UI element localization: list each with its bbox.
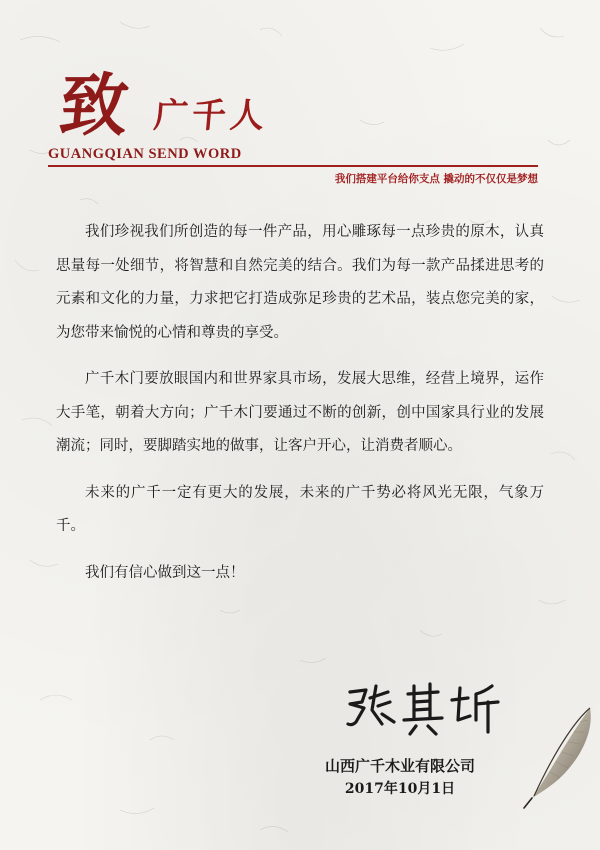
title-guangqian-people: 广千人	[152, 96, 270, 136]
quill-pen-icon	[520, 690, 600, 810]
company-name: 山西广千木业有限公司	[324, 757, 475, 775]
letter-body	[56, 216, 544, 603]
handwritten-signature	[342, 680, 502, 740]
letter-paragraph: 我们有信心做到这一点！	[85, 564, 245, 581]
letter-paragraph: 我们珍视我们所创造的每一件产品，用心雕琢每一点珍贵的原木，认真思量每一处细节，将智慧和自然完美的结合。我们为每一款产品揉进思考的元素和文化的力量，力求把它打造成弥足珍贵的艺术品，装点您完美的家，为您带来愉悦的心情和尊贵的享受。	[56, 224, 544, 341]
header-slogan: 我们搭建平台给你支点 撬动的不仅仅是梦想	[334, 173, 538, 185]
title-zhi: 致	[55, 66, 133, 146]
letter-paragraph: 广千木门要放眼国内和世界家具市场，发展大思维，经营上境界，运作大手笔，朝着大方向；广千木门要通过不断的创新，创中国家具行业的发展潮流；同时，要脚踏实地的做事，让客户开心，让消费者顺心。	[56, 371, 544, 454]
title-english: GUANGQIAN SEND WORD	[48, 146, 242, 162]
header-divider	[48, 165, 538, 167]
letter-paragraph: 未来的广千一定有更大的发展，未来的广千势必将风光无限，气象万千。	[56, 484, 544, 534]
letter-date: 2017年10月1日	[344, 781, 456, 797]
